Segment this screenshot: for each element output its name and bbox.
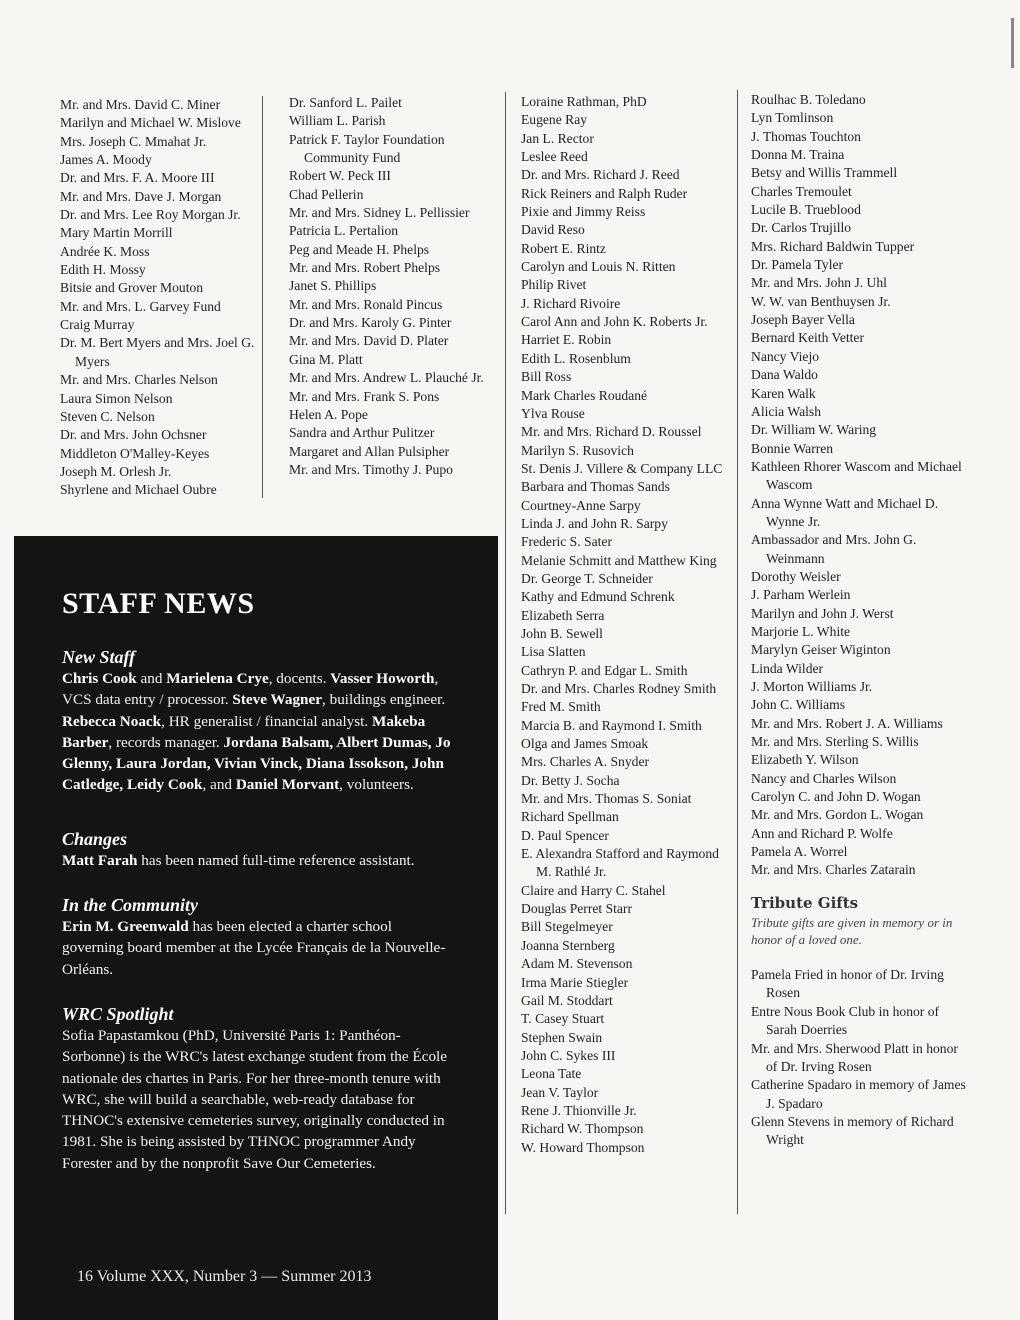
donor-name: Mr. and Mrs. David D. Plater xyxy=(289,333,449,349)
donor-name: Nancy Viejo xyxy=(751,348,820,364)
staff-name: Chris Cook xyxy=(62,670,137,687)
donor-name: Helen A. Pope xyxy=(289,406,368,422)
donor-name: Jan L. Rector xyxy=(521,130,594,146)
donor-name: Mr. and Mrs. Andrew L. Plauché Jr. xyxy=(289,370,484,386)
staff-name: Steve Wagner xyxy=(232,691,322,709)
donor-name: Gina M. Platt xyxy=(289,351,363,367)
donor-name: Leslee Reed xyxy=(521,149,588,165)
donor-name: Dorothy Weisler xyxy=(751,568,841,584)
donor-name: Patrick F. Taylor Foundation Community Fund xyxy=(289,131,445,166)
donor-name: J. Thomas Touchton xyxy=(751,128,861,144)
donor-name: Mr. and Mrs. Ronald Pincus xyxy=(289,296,443,312)
donor-name: Cathryn P. and Edgar L. Smith xyxy=(521,662,688,678)
donor-name: Mr. and Mrs. Dave J. Morgan xyxy=(60,188,222,204)
changes-section xyxy=(62,828,457,871)
donor-name: Mrs. Richard Baldwin Tupper xyxy=(751,238,915,254)
donor-name: Barbara and Thomas Sands xyxy=(521,479,670,495)
donor-name: Janet S. Phillips xyxy=(289,278,377,294)
donor-name: Marilyn and Michael W. Mislove xyxy=(60,115,241,131)
page-footer: 16 Volume XXX, Number 3 — Summer 2013 xyxy=(77,1268,372,1285)
donor-name: Mr. and Mrs. Richard D. Roussel xyxy=(521,424,702,440)
donor-name: Joseph M. Orlesh Jr. xyxy=(60,463,172,479)
donor-name: Mr. and Mrs. Frank S. Pons xyxy=(289,388,440,404)
wrc-spotlight-text xyxy=(62,1025,457,1174)
donor-name: St. Denis J. Villere & Company LLC xyxy=(521,460,723,476)
donor-name: Ambassador and Mrs. John G. Weinmann xyxy=(751,532,917,566)
donor-name: Bernard Keith Vetter xyxy=(751,330,864,346)
donor-name: Robert W. Peck III xyxy=(289,168,391,184)
staff-name: Vasser Howorth xyxy=(330,670,435,687)
donor-name: Laura Simon Nelson xyxy=(60,390,173,406)
donor-name: Andrée K. Moss xyxy=(60,243,150,259)
donor-name: Dr. M. Bert Myers and Mrs. Joel G. Myers xyxy=(60,335,255,369)
donor-name: Pamela A. Worrel xyxy=(751,844,848,860)
staff-text: , HR generalist / financial analyst. xyxy=(161,712,372,730)
donor-name: Bill Stegelmeyer xyxy=(521,919,613,935)
donor-name: Edith L. Rosenblum xyxy=(521,350,631,366)
donor-name: Shyrlene and Michael Oubre xyxy=(60,482,217,498)
donor-name: Courtney-Anne Sarpy xyxy=(521,497,641,513)
donor-name: Mr. and Mrs. David C. Miner xyxy=(60,97,221,112)
donor-name: Linda Wilder xyxy=(751,660,824,676)
tribute-gifts-list xyxy=(751,966,966,1149)
staff-text: , records manager. xyxy=(108,733,224,751)
donor-name: Melanie Schmitt and Matthew King xyxy=(521,552,717,568)
donor-column-2 xyxy=(289,94,487,479)
staff-news-panel xyxy=(14,536,498,1320)
donor-list xyxy=(751,91,966,880)
tribute-entry: Entre Nous Book Club in honor of Sarah Doerries xyxy=(751,1003,940,1038)
donor-name: Marylyn Geiser Wiginton xyxy=(751,642,891,658)
donor-name: Robert E. Rintz xyxy=(521,240,606,256)
donor-name: Leona Tate xyxy=(521,1066,582,1082)
donor-name: Stephen Swain xyxy=(521,1029,603,1045)
donor-name: Bonnie Warren xyxy=(751,440,834,456)
donor-column-3 xyxy=(521,93,731,1157)
donor-name: Mr. and Mrs. Charles Zatarain xyxy=(751,862,916,878)
donor-name: Kathy and Edmund Schrenk xyxy=(521,589,675,605)
donor-name: Kathleen Rhorer Wascom and Michael Wascom xyxy=(751,458,962,493)
donor-name: Carolyn C. and John D. Wogan xyxy=(751,789,921,805)
tribute-entry: Mr. and Mrs. Sherwood Platt in honor of Dr. Irving Rosen xyxy=(751,1040,958,1074)
staff-text: , buildings engineer. xyxy=(322,691,446,709)
column-divider xyxy=(262,96,263,498)
donor-name: Claire and Harry C. Stahel xyxy=(521,882,666,898)
community-section xyxy=(62,894,457,980)
staff-text: Sofia Papastamkou (PhD, Université Paris 1: Panthéon-Sorbonne) is the WRC's latest exchange student from the École nationale des chartes in Paris. For her three-month tenure with WRC, she will build a searchable, web-ready database for THNOC's extensive cemeteries survey, originally conducted in 1981. She is being assisted by THNOC programmer Andy Forester and by the nonprofit Save Our Cemeteries. xyxy=(62,1027,448,1172)
donor-name: Peg and Meade H. Phelps xyxy=(289,241,430,257)
donor-name: Gail M. Stoddart xyxy=(521,992,613,1008)
donor-name: W. W. van Benthuysen Jr. xyxy=(751,293,891,309)
donor-name: Charles Tremoulet xyxy=(751,183,852,199)
tribute-entry: Pamela Fried in honor of Dr. Irving Rosen xyxy=(751,967,944,1001)
donor-name: Dr. and Mrs. F. A. Moore III xyxy=(60,170,215,186)
column-divider xyxy=(505,92,506,1214)
donor-name: Elizabeth Y. Wilson xyxy=(751,752,859,768)
tribute-gifts-note: Tribute gifts are given in memory or in honor of a loved one. xyxy=(751,915,953,948)
community-text xyxy=(62,916,457,980)
donor-name: Rick Reiners and Ralph Ruder xyxy=(521,185,688,201)
donor-name: Craig Murray xyxy=(60,317,135,333)
donor-name: Dr. Carlos Trujillo xyxy=(751,220,852,236)
column-divider xyxy=(737,90,738,1214)
donor-name: Loraine Rathman, PhD xyxy=(521,94,647,109)
donor-name: Dr. and Mrs. Karoly G. Pinter xyxy=(289,315,452,331)
donor-name: Lucile B. Trueblood xyxy=(751,202,861,218)
donor-name: Nancy and Charles Wilson xyxy=(751,770,897,786)
donor-name: Anna Wynne Watt and Michael D. Wynne Jr. xyxy=(751,495,939,529)
tribute-entry: Glenn Stevens in memory of Richard Wright xyxy=(751,1113,954,1148)
donor-name: Mr. and Mrs. Timothy J. Pupo xyxy=(289,461,453,477)
donor-name: Dr. William W. Waring xyxy=(751,422,877,438)
donor-name: Edith H. Mossy xyxy=(60,262,146,278)
donor-name: Margaret and Allan Pulsipher xyxy=(289,443,450,459)
donor-name: Mr. and Mrs. Charles Nelson xyxy=(60,372,218,388)
donor-name: Eugene Ray xyxy=(521,112,588,128)
staff-name: Daniel Morvant xyxy=(235,776,340,794)
donor-name: T. Casey Stuart xyxy=(521,1011,605,1027)
donor-name: Steven C. Nelson xyxy=(60,408,155,424)
donor-name: Richard Spellman xyxy=(521,809,619,825)
new-staff-text xyxy=(62,668,457,796)
donor-name: J. Parham Werlein xyxy=(751,587,851,603)
new-staff-section xyxy=(62,646,457,796)
donor-name: William L. Parish xyxy=(289,113,386,129)
staff-text: has been named full-time reference assistant. xyxy=(137,852,415,869)
donor-name: Ann and Richard P. Wolfe xyxy=(751,825,893,841)
donor-name: Mrs. Joseph C. Mmahat Jr. xyxy=(60,133,207,149)
donor-name: D. Paul Spencer xyxy=(521,827,609,843)
staff-name: Rebecca Noack xyxy=(62,712,162,730)
staff-text: , VCS data entry / processor. xyxy=(62,670,439,709)
scan-edge-mark xyxy=(1011,18,1014,68)
donor-name: Linda J. and John R. Sarpy xyxy=(521,515,668,531)
donor-name: Donna M. Traina xyxy=(751,147,845,163)
donor-name: Marcia B. and Raymond I. Smith xyxy=(521,717,702,733)
tribute-entry: Catherine Spadaro in memory of James J. Spadaro xyxy=(751,1077,966,1111)
staff-name: Matt Farah xyxy=(62,852,138,869)
donor-name: Mrs. Charles A. Snyder xyxy=(521,754,649,770)
new-staff-heading: New Staff xyxy=(62,647,136,667)
donor-name: John C. Williams xyxy=(751,697,845,713)
donor-name: Middleton O'Malley-Keyes xyxy=(60,445,210,461)
donor-name: Jean V. Taylor xyxy=(521,1084,599,1100)
staff-text: , and xyxy=(202,776,236,794)
donor-name: J. Morton Williams Jr. xyxy=(751,679,873,694)
staff-text: and xyxy=(136,670,167,687)
donor-name: Joanna Sternberg xyxy=(521,937,615,953)
donor-name: Pixie and Jimmy Reiss xyxy=(521,204,646,220)
changes-text xyxy=(62,850,457,871)
wrc-spotlight-section xyxy=(62,1003,457,1174)
donor-name: Richard W. Thompson xyxy=(521,1121,644,1137)
donor-name: Olga and James Smoak xyxy=(521,736,649,752)
donor-name: Dr. and Mrs. John Ochsner xyxy=(60,427,207,443)
donor-name: E. Alexandra Stafford and Raymond M. Rathlé Jr. xyxy=(521,846,719,880)
donor-name: Patricia L. Pertalion xyxy=(289,223,399,239)
donor-name: Fred M. Smith xyxy=(521,699,601,715)
donor-name: Dr. Betty J. Socha xyxy=(521,772,620,788)
donor-name: Bill Ross xyxy=(521,369,572,385)
staff-text: , docents. xyxy=(268,670,331,687)
donor-name: Elizabeth Serra xyxy=(521,607,605,623)
donor-column-1 xyxy=(60,96,256,500)
tribute-gifts-heading: Tribute Gifts xyxy=(751,893,859,912)
donor-name: Douglas Perret Starr xyxy=(521,901,632,917)
donor-name: Mr. and Mrs. Thomas S. Soniat xyxy=(521,791,692,807)
donor-name: James A. Moody xyxy=(60,152,152,168)
donor-name: Bitsie and Grover Mouton xyxy=(60,280,204,296)
donor-name: Mr. and Mrs. Sterling S. Willis xyxy=(751,734,919,750)
donor-name: Dana Waldo xyxy=(751,367,818,383)
donor-name: Mr. and Mrs. Robert Phelps xyxy=(289,260,441,276)
donor-name: Dr. Pamela Tyler xyxy=(751,257,844,273)
donor-name: Dr. Sanford L. Pailet xyxy=(289,95,402,110)
staff-news-title: STAFF NEWS xyxy=(62,587,255,620)
donor-name: Mr. and Mrs. Gordon L. Wogan xyxy=(751,807,924,823)
wrc-spotlight-heading: WRC Spotlight xyxy=(62,1004,174,1024)
donor-name: Mr. and Mrs. Robert J. A. Williams xyxy=(751,715,943,731)
staff-text: has been elected a charter school governing board member at the Lycée Français de la Nouvelle-Orléans. xyxy=(62,918,446,978)
donor-name: Chad Pellerin xyxy=(289,186,364,202)
staff-name: Makeba Barber xyxy=(62,712,426,751)
changes-heading: Changes xyxy=(62,829,128,849)
donor-name: John C. Sykes III xyxy=(521,1047,616,1063)
donor-name: Lisa Slatten xyxy=(521,644,586,660)
donor-name: Irma Marie Stiegler xyxy=(521,974,629,990)
donor-name: Karen Walk xyxy=(751,385,816,401)
donor-name: Dr. George T. Schneider xyxy=(521,570,653,586)
donor-name: Philip Rivet xyxy=(521,277,587,293)
donor-name: W. Howard Thompson xyxy=(521,1139,645,1155)
donor-column-4 xyxy=(751,91,966,1150)
donor-name: Marjorie L. White xyxy=(751,623,851,639)
donor-name: Sandra and Arthur Pulitzer xyxy=(289,425,435,441)
donor-name: Joseph Bayer Vella xyxy=(751,312,855,328)
donor-name: Mr. and Mrs. L. Garvey Fund xyxy=(60,298,221,314)
donor-name: J. Richard Rivoire xyxy=(521,295,621,311)
donor-name: Roulhac B. Toledano xyxy=(751,92,866,107)
donor-name: Rene J. Thionville Jr. xyxy=(521,1102,637,1118)
community-heading: In the Community xyxy=(62,895,199,915)
staff-name: Marielena Crye xyxy=(166,670,269,687)
donor-name: Frederic S. Sater xyxy=(521,534,612,550)
donor-name: Dr. and Mrs. Richard J. Reed xyxy=(521,167,680,183)
staff-text: , volunteers. xyxy=(339,776,414,794)
staff-name: Jordana Balsam, Albert Dumas, Jo Glenny, Laura Jordan, Vivian Vinck, Diana Issokson, John Catledge, Leidy Cook xyxy=(62,733,451,794)
donor-name: Adam M. Stevenson xyxy=(521,956,633,972)
donor-name: Alicia Walsh xyxy=(751,403,822,419)
donor-name: Marilyn and John J. Werst xyxy=(751,605,894,621)
donor-name: Mr. and Mrs. Sidney L. Pellissier xyxy=(289,205,470,221)
donor-name: Betsy and Willis Trammell xyxy=(751,165,898,181)
donor-name: Carolyn and Louis N. Ritten xyxy=(521,259,676,275)
donor-name: Carol Ann and John K. Roberts Jr. xyxy=(521,314,708,330)
donor-name: Mr. and Mrs. John J. Uhl xyxy=(751,275,887,291)
donor-name: Mark Charles Roudané xyxy=(521,387,648,403)
donor-name: Mary Martin Morrill xyxy=(60,225,173,241)
donor-name: Marilyn S. Rusovich xyxy=(521,442,634,458)
donor-name: John B. Sewell xyxy=(521,625,603,641)
donor-name: Lyn Tomlinson xyxy=(751,110,834,126)
donor-name: Dr. and Mrs. Charles Rodney Smith xyxy=(521,681,717,696)
donor-name: David Reso xyxy=(521,222,585,238)
donor-name: Ylva Rouse xyxy=(521,405,585,421)
donor-name: Dr. and Mrs. Lee Roy Morgan Jr. xyxy=(60,207,241,223)
donor-name: Harriet E. Robin xyxy=(521,332,612,348)
staff-name: Erin M. Greenwald xyxy=(62,918,189,935)
